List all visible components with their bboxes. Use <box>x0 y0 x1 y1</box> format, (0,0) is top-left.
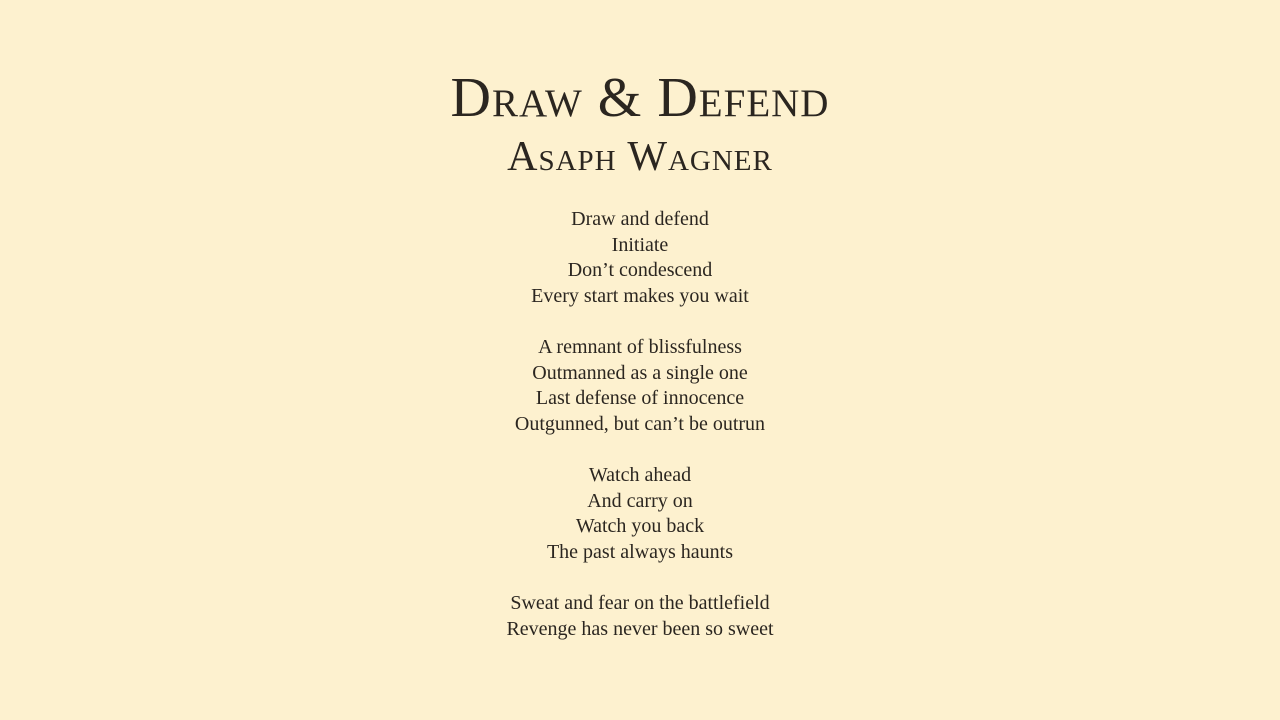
poem-line: A remnant of blissfulness <box>538 335 742 358</box>
song-title: Draw & Defend <box>450 67 830 129</box>
poem-line: The past always haunts <box>546 540 734 563</box>
poem-line: Watch ahead <box>588 463 692 486</box>
stanza <box>0 463 1280 565</box>
stanza <box>0 335 1280 437</box>
poem-line: Don’t condescend <box>567 259 713 282</box>
poem-line: Last defense of innocence <box>535 387 745 410</box>
poem-line: Sweat and fear on the battlefield <box>510 591 770 614</box>
poem-line: And carry on <box>587 489 693 512</box>
poem-line: Every start makes you wait <box>531 284 749 307</box>
stanza <box>0 207 1280 309</box>
poem-line: Outgunned, but can’t be outrun <box>514 412 766 435</box>
poem-body <box>0 207 1280 668</box>
stanza <box>0 591 1280 642</box>
poem-line: Initiate <box>611 233 669 256</box>
poem-line: Watch you back <box>575 515 705 538</box>
poem-line: Revenge has never been so sweet <box>506 617 774 640</box>
author-name: Asaph Wagner <box>507 134 773 180</box>
poem-line: Outmanned as a single one <box>532 361 748 384</box>
poem-line: Draw and defend <box>571 208 709 230</box>
